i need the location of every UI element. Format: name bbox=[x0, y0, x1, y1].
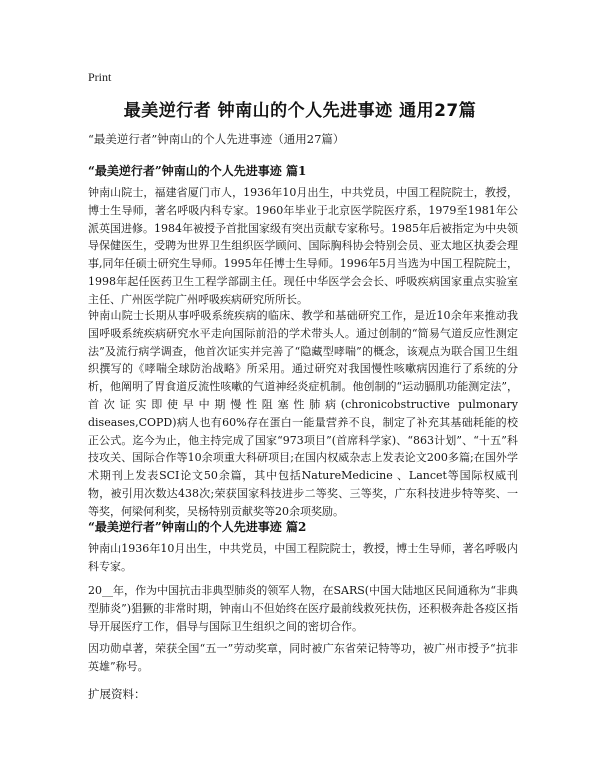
section-2-paragraph-2: 20__年，作为中国抗击非典型肺炎的领军人物，在SARS(中国大陆地区民间通称为“非典型肺炎”)猖獗的非常时期，钟南山不但始终在医疗最前线救死扶伤，还积极奔赴各疫区指导开展医疗工作，倡导与国际卫生组织之间的密切合作。 bbox=[88, 584, 518, 633]
document-subtitle: “最美逆行者”钟南山的个人先进事迹（通用27篇） bbox=[88, 132, 345, 146]
section-1-paragraph-1: 钟南山院士，福建省厦门市人，1936年10月出生，中共党员，中国工程院院士，教授，博士生导师，著名呼吸内科专家。1960年毕业于北京医学院医疗系，1979至1981年公派英国进修。1984年被授予首批国家级有突出贡献专家称号。1985年后被指定为中央领导保健医生，受聘为世界卫生组织医学顾问、国际胸科协会特别会员、亚太地区执委会理事,同年任硕士研究生导师。1995年任博士生导师。1996年5月当选为中国工程院院士，1998年起任医药卫生工程学部副主任。现任中华医学会会长、呼吸疾病国家重点实验室主任、广州医学院广州呼吸疾病研究所所长。 bbox=[88, 186, 518, 306]
section-1-paragraph-2: 钟南山院士长期从事呼吸系统疾病的临床、教学和基础研究工作，是近10余年来推动我国呼吸系统疾病研究水平走向国际前沿的学术带头人。通过创制的“简易气道反应性测定法”及流行病学调查，他首次证实并完善了“隐藏型哮喘”的概念，该观点为联合国卫生组织撰写的《哮喘全球防治战略》所采用。通过研究对我国慢性咳嗽病因進行了系统的分析，他阐明了胃食道反流性咳嗽的气道神经炎症机制。他创制的“运动膈肌功能测定法”，首次证实即使早中期慢性阻塞性肺病(chronicobstructive pulmonary diseases,COPD)病人也有60%存在蛋白一能量营养不良，制定了补充其基础耗能的校正公式。迄今为止，他主持完成了国家“973项目”(首席科学家)、“863计划”、“十五”科技攻关、国际合作等10余项重大科研项目;在国内权威杂志上发表论文200多篇;在国外学术期刊上发表SCI论文50余篇，其中包括NatureMedicine 、Lancet等国际权威刊物，被引用次数达438次;荣获国家科技进步二等奖、三等奖，广东科技进步特等奖、一等奖，何梁何利奖，吴杨特别贡献奖等20余项奖励。 bbox=[88, 309, 518, 518]
extended-material-label: 扩展资料： bbox=[88, 687, 146, 701]
print-label[interactable]: Print bbox=[88, 70, 112, 84]
section-2-paragraph-1: 钟南山1936年10月出生，中共党员，中国工程院院士，教授，博士生导师，著名呼吸内科专家。 bbox=[88, 542, 518, 573]
document-title: 最美逆行者 钟南山的个人先进事迹 通用27篇 bbox=[123, 101, 477, 121]
section-2-heading: “最美逆行者”钟南山的个人先进事迹 篇2 bbox=[88, 520, 307, 534]
section-2-paragraph-3: 因功勋卓著，荣获全国“五一”劳动奖章，同时被广东省荣记特等功，被广州市授予“抗非英雄”称号。 bbox=[88, 642, 518, 673]
section-1-heading: “最美逆行者”钟南山的个人先进事迹 篇1 bbox=[88, 164, 307, 178]
